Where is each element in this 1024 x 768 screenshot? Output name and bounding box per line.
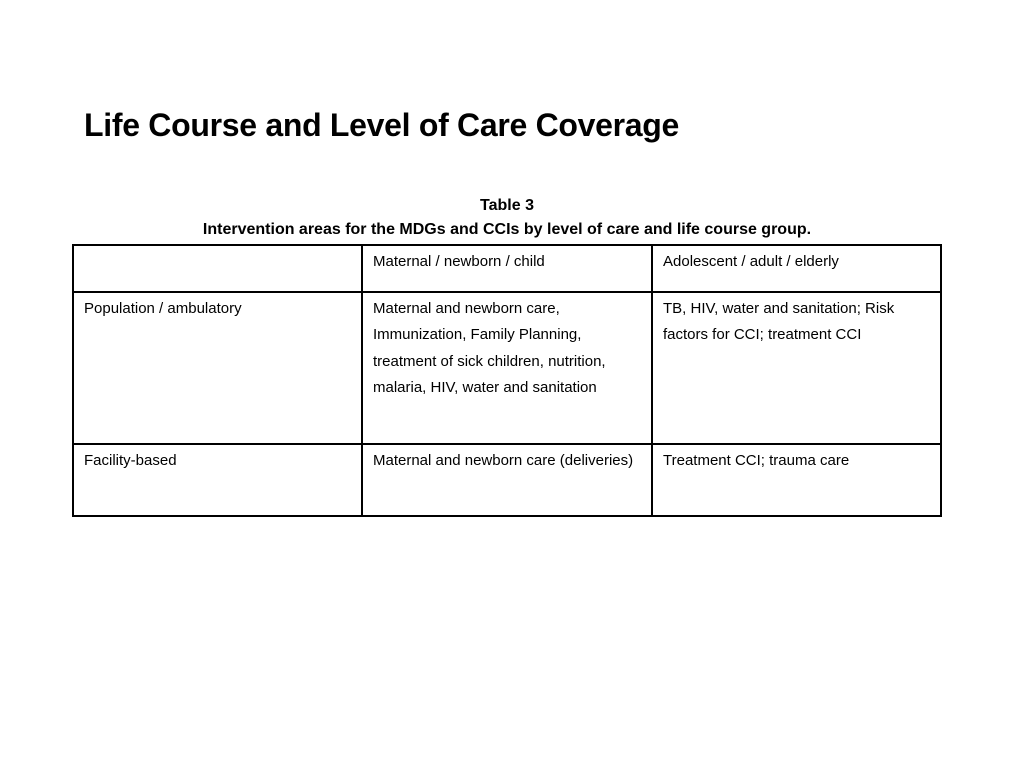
- header-cell-maternal-newborn-child: Maternal / newborn / child: [362, 245, 652, 292]
- cell-facility-adolescent-adult: Treatment CCI; trauma care: [652, 444, 941, 516]
- header-cell-empty: [73, 245, 362, 292]
- table-row: [73, 444, 941, 516]
- cell-facility-maternal-child: Maternal and newborn care (deliveries): [362, 444, 652, 516]
- table-caption-text: Intervention areas for the MDGs and CCIs by level of care and life course group.: [202, 221, 812, 238]
- slide-title: Life Course and Level of Care Coverage: [84, 107, 680, 143]
- table-header-row: [73, 245, 941, 292]
- row-label-facility-based: Facility-based: [73, 444, 362, 516]
- header-cell-adolescent-adult-elderly: Adolescent / adult / elderly: [652, 245, 941, 292]
- cell-population-maternal-child: Maternal and newborn care, Immunization, Family Planning, treatment of sick children, nutrition, malaria, HIV, water and sanitation: [362, 292, 652, 444]
- row-label-population-ambulatory: Population / ambulatory: [73, 292, 362, 444]
- cell-population-adolescent-adult: TB, HIV, water and sanitation; Risk factors for CCI; treatment CCI: [652, 292, 941, 444]
- intervention-table: [72, 244, 942, 517]
- table-row: [73, 292, 941, 444]
- table-caption-number: Table 3: [480, 197, 534, 214]
